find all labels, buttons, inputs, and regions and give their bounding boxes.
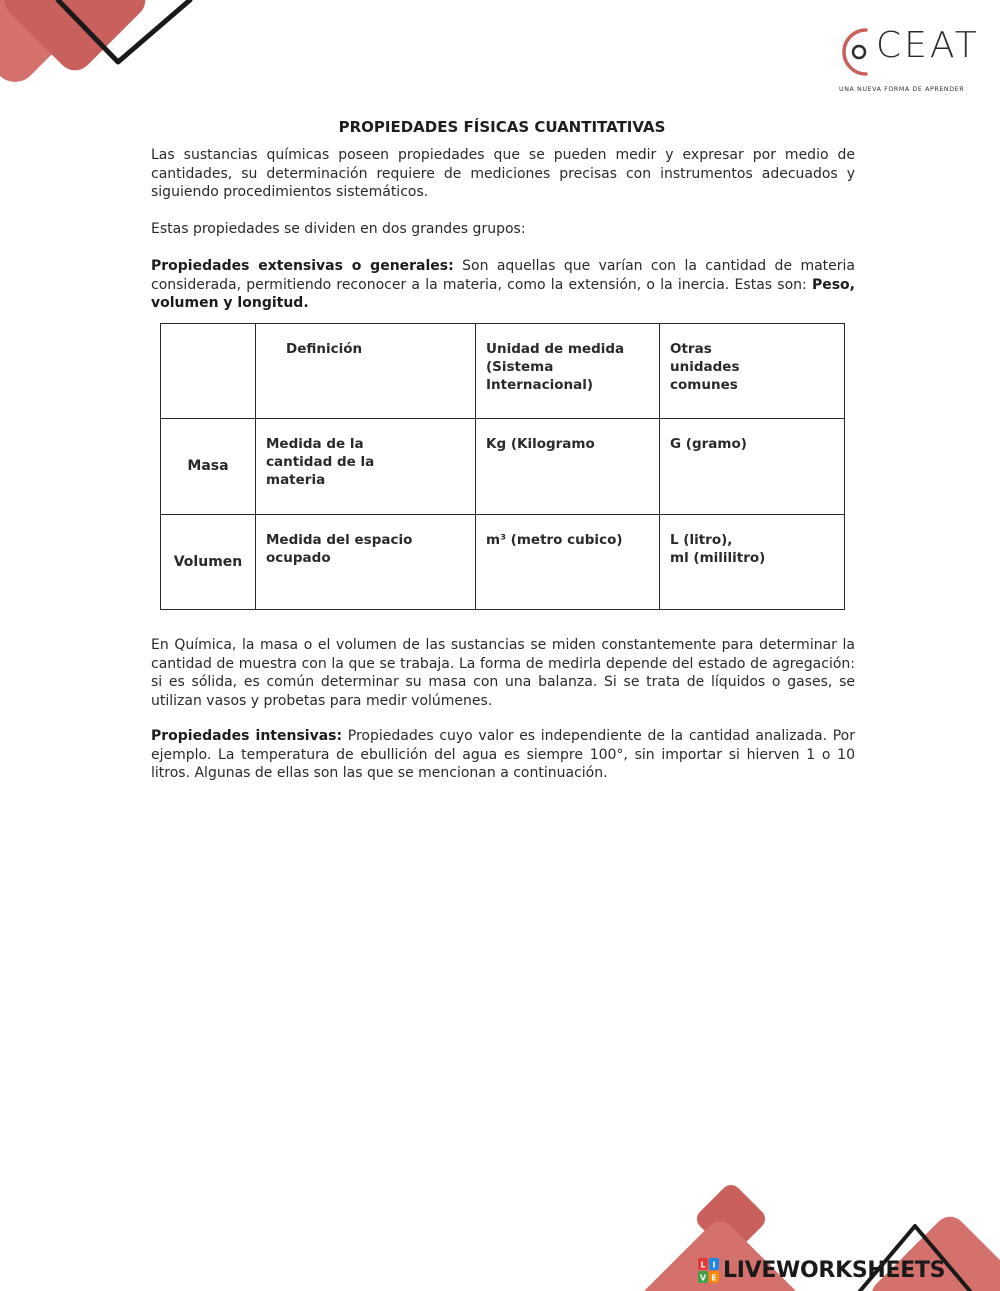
table-header-cell: Otras unidades comunes xyxy=(660,324,845,419)
chemistry-paragraph: En Química, la masa o el volumen de las sustancias se miden constantemente para determinar la cantidad de muestra con la que se trabaja. La forma de medirla depende del estado de agregación: si es sólida, es común determinar su masa con una balanza. Si se trata de líquidos o gases, se utilizan vasos y probetas para medir volúmenes. xyxy=(151,637,855,709)
definition-cell: Medida del espacio ocupado xyxy=(256,514,476,609)
groups-line: Estas propiedades se dividen en dos grandes grupos: xyxy=(151,221,526,237)
extensive-text: Son aquellas que varían con la cantidad de materia considerada, permitiendo reconocer a la materia, como la extensión, o la inercia. Estas son: xyxy=(151,258,855,293)
liveworksheets-wordmark[interactable]: LIVEWORKSHEETS xyxy=(723,1258,946,1283)
table-header-cell xyxy=(161,324,256,419)
ceat-logo-mark xyxy=(832,24,882,80)
intro-paragraph: Las sustancias químicas poseen propiedades que se pueden medir y expresar por medio de cantidades, su determinación requiere de mediciones precisas con instrumentos adecuados y siguiendo procedimientos sistemáticos. xyxy=(151,147,855,201)
other-units-cell: G (gramo) xyxy=(660,419,845,514)
properties-table xyxy=(160,323,845,610)
page-title: PROPIEDADES FÍSICAS CUANTITATIVAS xyxy=(338,118,666,136)
table-header-row xyxy=(161,324,845,419)
corner-decoration-top xyxy=(0,0,220,120)
logo-wordmark: CEAT xyxy=(876,25,980,66)
row-label: Volumen xyxy=(161,514,256,609)
extensive-examples: Peso, volumen y longitud. xyxy=(151,276,855,312)
intensive-text: Propiedades cuyo valor es independiente de la cantidad analizada. Por ejemplo. La temperatura de ebullición del agua es siempre 100°, sin importar si hierven 1 o 10 litros. Algunas de ellas son las que se mencionan a continuación. xyxy=(151,728,855,782)
live-badge-letter: V xyxy=(699,1273,707,1283)
table-row xyxy=(161,514,845,609)
si-unit-cell: Kg (Kilogramo xyxy=(476,419,660,514)
ceat-logo xyxy=(832,24,980,100)
live-badge-letter: I xyxy=(712,1260,716,1270)
live-badge-letter: E xyxy=(711,1273,717,1283)
extensive-label: Propiedades extensivas o generales: xyxy=(151,258,454,274)
definition-cell: Medida de la cantidad de la materia xyxy=(256,419,476,514)
table-header-cell: Unidad de medida (Sistema Internacional) xyxy=(476,324,660,419)
live-badge-icon xyxy=(698,1258,720,1284)
other-units-cell: L (litro), ml (mililitro) xyxy=(660,514,845,609)
logo-tagline: UNA NUEVA FORMA DE APRENDER xyxy=(839,86,965,93)
liveworksheets-logo xyxy=(698,1258,945,1284)
table-header-cell: Definición xyxy=(256,324,476,419)
extensive-paragraph xyxy=(151,257,855,313)
si-unit-cell: m³ (metro cubico) xyxy=(476,514,660,609)
intensive-paragraph xyxy=(151,727,855,783)
table-row xyxy=(161,419,845,514)
live-badge-letter: L xyxy=(700,1260,706,1270)
intensive-label: Propiedades intensivas: xyxy=(151,728,343,744)
row-label: Masa xyxy=(161,419,256,514)
